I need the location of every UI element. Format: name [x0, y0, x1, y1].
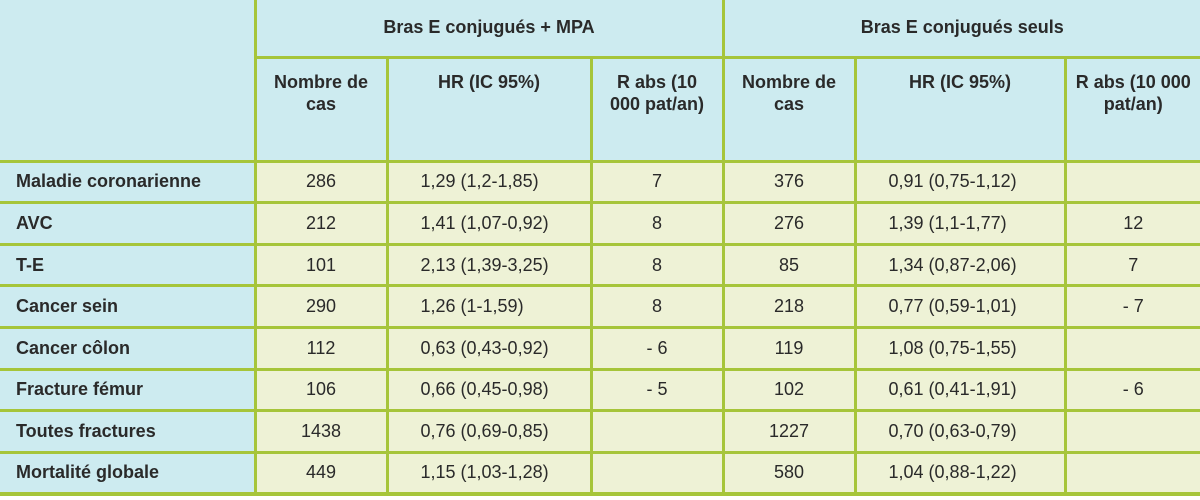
cell: 0,70 (0,63-0,79) — [855, 411, 1065, 453]
table-row — [0, 286, 1200, 328]
cell: 106 — [255, 369, 387, 411]
corner-cell — [0, 0, 255, 161]
row-label: Toutes fractures — [0, 411, 255, 453]
cell: 290 — [255, 286, 387, 328]
cell: - 6 — [1065, 369, 1200, 411]
col-header-hr-seuls: HR (IC 95%) — [855, 57, 1065, 161]
table-row — [0, 328, 1200, 370]
row-label: Fracture fémur — [0, 369, 255, 411]
cell: 0,61 (0,41-1,91) — [855, 369, 1065, 411]
col-header-cases-seuls: Nombre de cas — [723, 57, 855, 161]
group-header-seuls: Bras E conjugués seuls — [723, 0, 1200, 57]
cell: 0,76 (0,69-0,85) — [387, 411, 591, 453]
cell: 102 — [723, 369, 855, 411]
cell — [1065, 328, 1200, 370]
table-row — [0, 244, 1200, 286]
cell: 218 — [723, 286, 855, 328]
row-label: Mortalité globale — [0, 452, 255, 494]
cell: 1,41 (1,07-0,92) — [387, 203, 591, 245]
cell: 0,91 (0,75-1,12) — [855, 161, 1065, 203]
group-header-mpa: Bras E conjugués + MPA — [255, 0, 723, 57]
cell: - 7 — [1065, 286, 1200, 328]
cell: 0,66 (0,45-0,98) — [387, 369, 591, 411]
cell: 286 — [255, 161, 387, 203]
cell: 1,34 (0,87-2,06) — [855, 244, 1065, 286]
cell: 0,63 (0,43-0,92) — [387, 328, 591, 370]
cell: 7 — [591, 161, 723, 203]
cell: 8 — [591, 244, 723, 286]
col-header-rabs-mpa: R abs (10 000 pat/an) — [591, 57, 723, 161]
cell: 1,08 (0,75-1,55) — [855, 328, 1065, 370]
table-row — [0, 411, 1200, 453]
cell — [591, 411, 723, 453]
table-row — [0, 161, 1200, 203]
cell: 2,13 (1,39-3,25) — [387, 244, 591, 286]
cell: - 6 — [591, 328, 723, 370]
cell: 376 — [723, 161, 855, 203]
col-header-rabs-seuls: R abs (10 000 pat/an) — [1065, 57, 1200, 161]
cell: 212 — [255, 203, 387, 245]
row-label: Cancer côlon — [0, 328, 255, 370]
cell: 276 — [723, 203, 855, 245]
table-row — [0, 452, 1200, 494]
col-header-cases-mpa: Nombre de cas — [255, 57, 387, 161]
cell — [591, 452, 723, 494]
cell: 0,77 (0,59-1,01) — [855, 286, 1065, 328]
cell: 1438 — [255, 411, 387, 453]
cell: 1,26 (1-1,59) — [387, 286, 591, 328]
cell: 1,15 (1,03-1,28) — [387, 452, 591, 494]
table-row — [0, 203, 1200, 245]
cell: 85 — [723, 244, 855, 286]
cell: 580 — [723, 452, 855, 494]
col-header-hr-mpa: HR (IC 95%) — [387, 57, 591, 161]
cell: 12 — [1065, 203, 1200, 245]
row-label: Maladie coronarienne — [0, 161, 255, 203]
cell — [1065, 411, 1200, 453]
cell: 7 — [1065, 244, 1200, 286]
row-label: AVC — [0, 203, 255, 245]
cell: 8 — [591, 203, 723, 245]
cell: 449 — [255, 452, 387, 494]
cell: 1,04 (0,88-1,22) — [855, 452, 1065, 494]
cell — [1065, 161, 1200, 203]
cell: 1,29 (1,2-1,85) — [387, 161, 591, 203]
cell: 112 — [255, 328, 387, 370]
cell: 1,39 (1,1-1,77) — [855, 203, 1065, 245]
cell: 101 — [255, 244, 387, 286]
cell — [1065, 452, 1200, 494]
row-label: T-E — [0, 244, 255, 286]
row-label: Cancer sein — [0, 286, 255, 328]
cell: 1227 — [723, 411, 855, 453]
table-row — [0, 369, 1200, 411]
cell: 119 — [723, 328, 855, 370]
cell: 8 — [591, 286, 723, 328]
cell: - 5 — [591, 369, 723, 411]
